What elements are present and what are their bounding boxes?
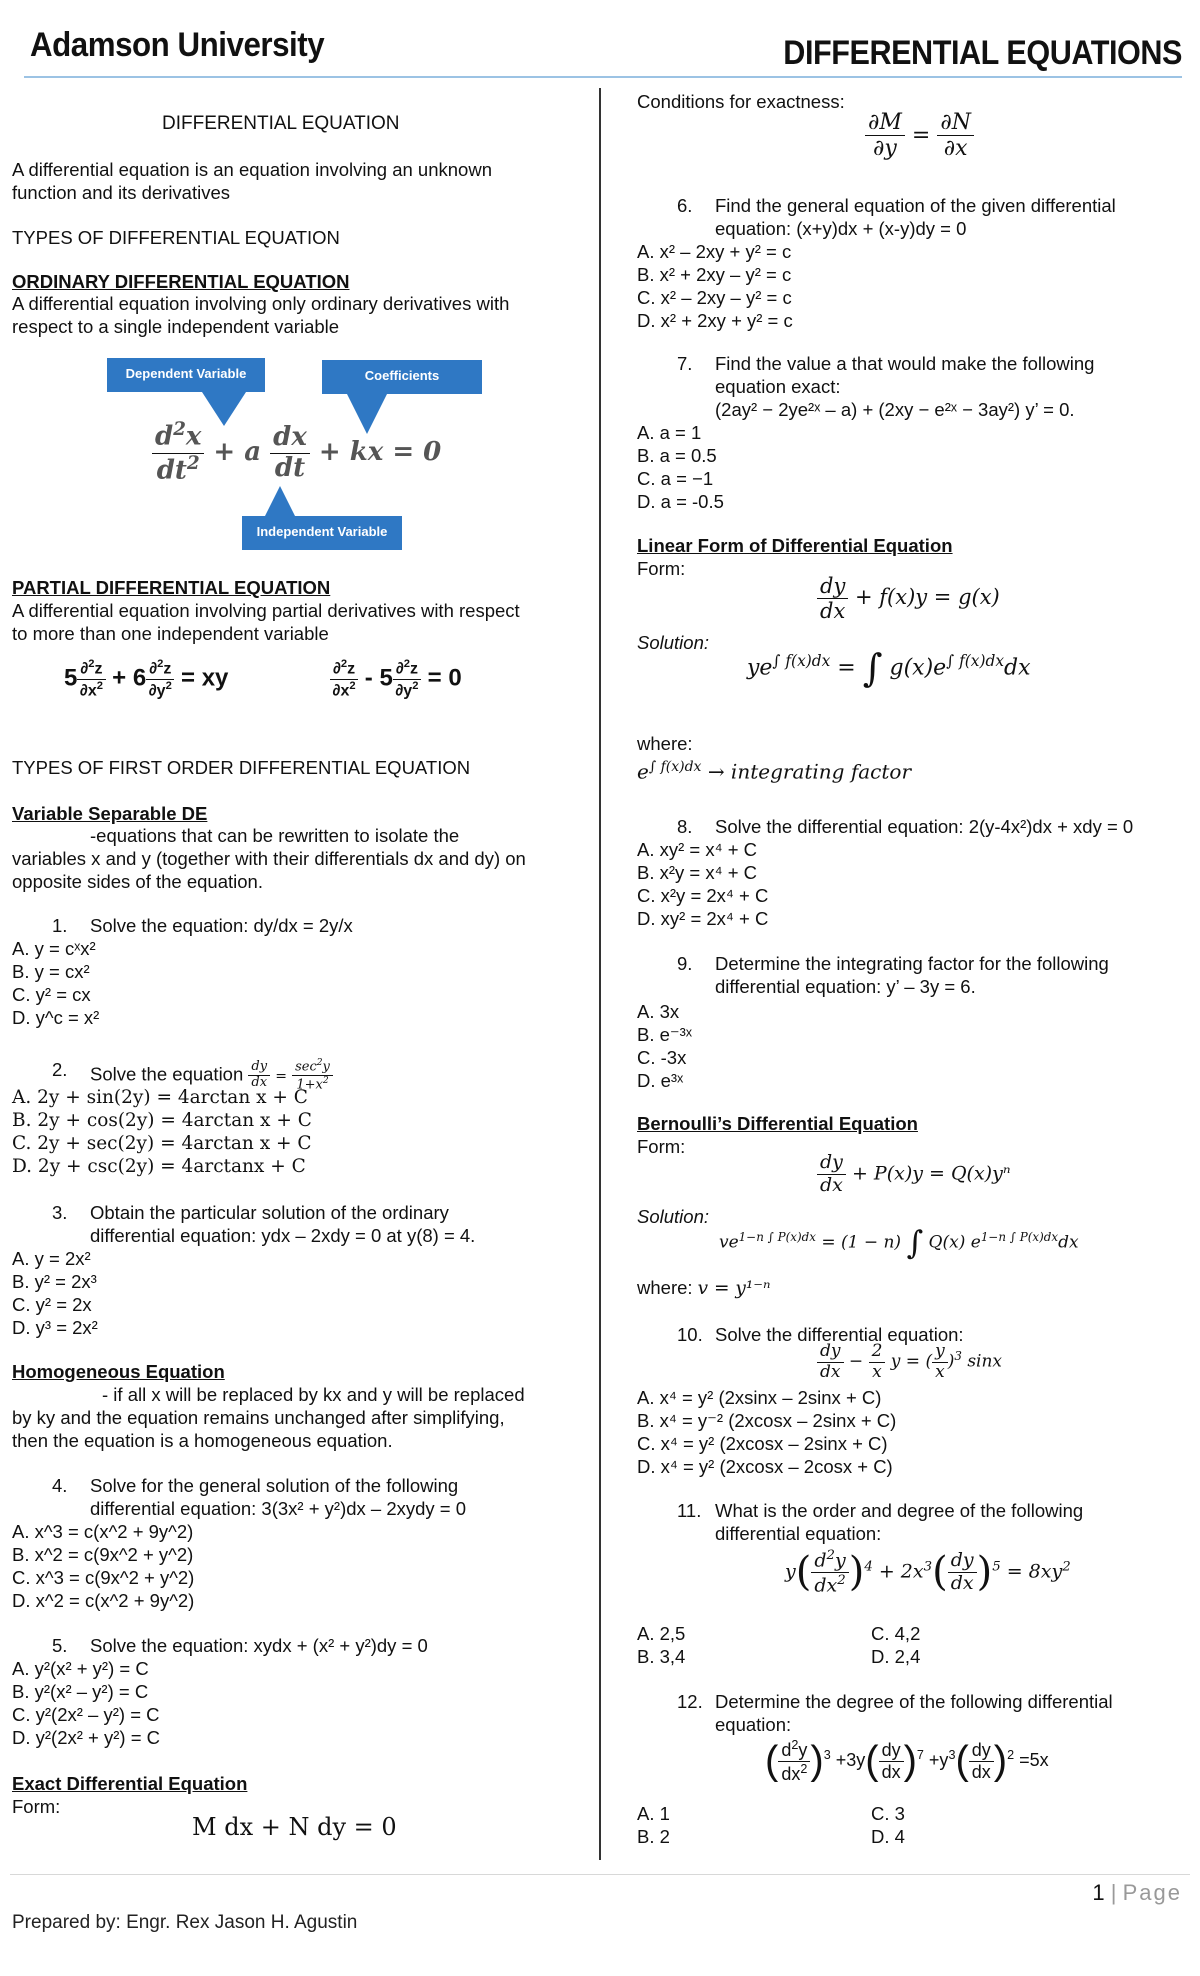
exact-form: M dx + N dy = 0 xyxy=(192,1813,397,1841)
q10-choice-c: C. x⁴ = y² (2xcosx – 2sinx + C) xyxy=(637,1433,888,1454)
q7-number: 7. xyxy=(677,353,693,374)
q4-choice-a: A. x^3 = c(x^2 + 9y^2) xyxy=(12,1521,194,1542)
q11-text-2: differential equation: xyxy=(715,1523,882,1544)
preparer-credit: Prepared by: Engr. Rex Jason H. Agustin xyxy=(12,1912,358,1933)
coefficients-callout: Coefficients xyxy=(322,360,482,394)
q7-choice-d: D. a = -0.5 xyxy=(637,491,724,512)
page-number: 1 | Page xyxy=(1092,1880,1182,1905)
q9-choice-a: A. 3x xyxy=(637,1001,680,1022)
subject-title: DIFFERENTIAL EQUATIONS xyxy=(783,34,1182,72)
callout-pointer xyxy=(264,486,296,518)
q11-number: 11. xyxy=(677,1500,702,1521)
exact-form-label: Form: xyxy=(12,1796,61,1817)
q6-choice-a: A. x² – 2xy + y² = c xyxy=(637,241,792,262)
q1-choice-a: A. y = cˣx² xyxy=(12,938,96,959)
pde-heading: PARTIAL DIFFERENTIAL EQUATION xyxy=(12,577,331,598)
q7-text-2: equation exact: xyxy=(715,376,841,397)
q11-choice-b: B. 3,4 xyxy=(637,1646,686,1667)
pde-equation-1: 5 $\frac{\partial^2z}{\partial x^2}$ + 6 $\frac{\partial^2z}{\partial y^2}$ = xy xyxy=(64,658,229,700)
separable-text-3: opposite sides of the equation. xyxy=(12,871,263,892)
q3-text-1: Obtain the particular solution of the ordinary xyxy=(90,1202,449,1223)
q8-choice-a: A. xy² = x⁴ + C xyxy=(637,839,758,860)
q11-choice-c: C. 4,2 xyxy=(871,1623,921,1644)
bernoulli-solution: $ve^{1-n \int P(x)dx} = (1 - n)$ ∫ Q(x) $e^{1-n \int P(x)dx}dx$ xyxy=(719,1223,1079,1262)
q5-text: Solve the equation: xydx + (x² + y²)dy = 0 xyxy=(90,1635,428,1656)
conditions-label: Conditions for exactness: xyxy=(637,91,845,112)
q3-choice-c: C. y² = 2x xyxy=(12,1294,92,1315)
page-word: Page xyxy=(1122,1880,1182,1905)
bernoulli-heading: Bernoulli’s Differential Equation xyxy=(637,1113,918,1134)
bernoulli-where-label: where: xyxy=(637,1277,693,1298)
linear-form-terms: + f(x)y = g(x) xyxy=(855,585,1000,610)
pde-text-1: A differential equation involving partial derivatives with respect xyxy=(12,600,520,621)
q7-choice-b: B. a = 0.5 xyxy=(637,445,717,466)
ode-heading: ORDINARY DIFFERENTIAL EQUATION xyxy=(12,271,350,292)
bernoulli-where xyxy=(637,1276,771,1300)
university-name: Adamson University xyxy=(30,26,325,64)
q7-choice-a: A. a = 1 xyxy=(637,422,702,443)
homogeneous-text-1: - if all x will be replaced by kx and y will be replaced xyxy=(102,1384,525,1405)
q6-text-1: Find the general equation of the given differential xyxy=(715,195,1116,216)
q5-choice-a: A. y²(x² + y²) = C xyxy=(12,1658,149,1679)
q3-text-2: differential equation: ydx – 2xdy = 0 at y(8) = 4. xyxy=(90,1225,476,1246)
q6-choice-d: D. x² + 2xy + y² = c xyxy=(637,310,793,331)
q11-equation: y( $\frac{d^2y}{dx^2}$ )$^4 + 2x^3$( $\frac{dy}{dx}$ )$^5 = 8xy^2$ xyxy=(785,1548,1071,1597)
q8-choice-d: D. xy² = 2x⁴ + C xyxy=(637,908,769,929)
q10-choice-d: D. x⁴ = y² (2xcosx – 2cosx + C) xyxy=(637,1456,893,1477)
q10-choice-a: A. x⁴ = y² (2xsinx – 2sinx + C) xyxy=(637,1387,882,1408)
integrating-factor-text: → integrating factor xyxy=(707,759,912,784)
bernoulli-form: $\frac{dy}{dx}$ + P(x)y = Q(x)yⁿ xyxy=(817,1152,1011,1197)
independent-variable-callout: Independent Variable xyxy=(242,516,402,550)
q2-choice-c: C. 2y + sec(2y) = 4arctan x + C xyxy=(12,1133,312,1154)
pde-equation-2: $\frac{\partial^2z}{\partial x^2}$ - 5 $\frac{\partial^2z}{\partial y^2}$ = 0 xyxy=(330,658,462,700)
q6-number: 6. xyxy=(677,195,693,216)
ode-text-2: respect to a single independent variable xyxy=(12,316,340,337)
footer-rule xyxy=(10,1874,1190,1875)
q12-choice-a: A. 1 xyxy=(637,1803,670,1824)
q3-choice-b: B. y² = 2x³ xyxy=(12,1271,97,1292)
q3-number: 3. xyxy=(52,1202,68,1223)
q7-text-1: Find the value a that would make the following xyxy=(715,353,1095,374)
q5-number: 5. xyxy=(52,1635,68,1656)
pde-equation-1-rhs: = xy xyxy=(181,664,229,692)
q12-number: 12. xyxy=(677,1691,703,1712)
q1-text: Solve the equation: dy/dx = 2y/x xyxy=(90,915,353,936)
q7-text-3: (2ay² − 2ye²ˣ – a) + (2xy − e²ˣ − 3ay²) y’ = 0. xyxy=(715,399,1075,420)
homogeneous-heading: Homogeneous Equation xyxy=(12,1361,225,1382)
page-number-value: 1 xyxy=(1092,1880,1105,1905)
q11-choice-d: D. 2,4 xyxy=(871,1646,921,1667)
q5-choice-d: D. y²(2x² + y²) = C xyxy=(12,1727,161,1748)
linear-where-label: where: xyxy=(637,733,693,754)
linear-solution-label: Solution: xyxy=(637,632,709,653)
dependent-variable-callout: Dependent Variable xyxy=(107,358,265,392)
column-divider xyxy=(599,88,601,1860)
q8-choice-c: C. x²y = 2x⁴ + C xyxy=(637,885,769,906)
ode-equation: $\frac{d^2x}{dt^2}$ + a $\frac{dx}{dt}$ + kx = 0 xyxy=(152,420,441,486)
exact-heading: Exact Differential Equation xyxy=(12,1773,248,1794)
pde-equation-2-rhs: = 0 xyxy=(427,664,462,692)
main-heading: DIFFERENTIAL EQUATION xyxy=(162,113,400,134)
q11-choice-a: A. 2,5 xyxy=(637,1623,686,1644)
q1-choice-c: C. y² = cx xyxy=(12,984,91,1005)
q9-text-1: Determine the integrating factor for the following xyxy=(715,953,1109,974)
q4-choice-c: C. x^3 = c(9x^2 + y^2) xyxy=(12,1567,195,1588)
linear-form-label: Form: xyxy=(637,558,686,579)
bernoulli-form-label: Form: xyxy=(637,1136,686,1157)
linear-heading: Linear Form of Differential Equation xyxy=(637,535,953,556)
q1-choice-d: D. y^c = x² xyxy=(12,1007,100,1028)
q2-text-label: Solve the equation xyxy=(90,1063,244,1085)
separable-heading: Variable Separable DE xyxy=(12,803,208,824)
q2-text: Solve the equation $\frac{dy}{dx}$ = $\frac{\sec^2y}{1+x^2}$ xyxy=(90,1058,333,1094)
ode-diagram xyxy=(92,358,512,558)
q9-choice-b: B. e⁻³ˣ xyxy=(637,1024,692,1045)
q12-choice-b: B. 2 xyxy=(637,1826,670,1847)
q6-text-2: equation: (x+y)dx + (x-y)dy = 0 xyxy=(715,218,967,239)
q9-number: 9. xyxy=(677,953,693,974)
q10-equation: $\frac{dy}{dx}$ − $\frac{2}{x}$ y = ( $\frac{y}{x}$ )$^3$ sinx xyxy=(817,1342,1002,1382)
bernoulli-solution-label: Solution: xyxy=(637,1206,709,1227)
q3-choice-d: D. y³ = 2x² xyxy=(12,1317,98,1338)
q2-number: 2. xyxy=(52,1059,68,1080)
q4-text-1: Solve for the general solution of the following xyxy=(90,1475,459,1496)
linear-solution: $ye^{\int f(x)dx}$ = ∫ $g(x)e^{\int f(x)dx}dx$ xyxy=(747,645,1031,690)
q4-choice-b: B. x^2 = c(9x^2 + y^2) xyxy=(12,1544,194,1565)
q2-choice-a: A. 2y + sin(2y) = 4arctan x + C xyxy=(12,1087,308,1108)
q12-text-1: Determine the degree of the following differential xyxy=(715,1691,1113,1712)
q2-choice-d: D. 2y + csc(2y) = 4arctanx + C xyxy=(12,1156,306,1177)
q8-text: Solve the differential equation: 2(y-4x²)dx + xdy = 0 xyxy=(715,816,1134,837)
separable-text-2: variables x and y (together with their differentials dx and dy) on xyxy=(12,848,526,869)
q9-choice-c: C. -3x xyxy=(637,1047,687,1068)
q1-choice-b: B. y = cx² xyxy=(12,961,90,982)
q12-equation: ( $\frac{d^2y}{dx^2}$ )$^3$ +3y( $\frac{dy}{dx}$ )$^7 +y^3$( $\frac{dy}{dx}$ )$^2$ =5x xyxy=(765,1738,1049,1784)
homogeneous-text-2: by ky and the equation remains unchanged after simplifying, xyxy=(12,1407,505,1428)
q7-choice-c: C. a = −1 xyxy=(637,468,714,489)
exactness-condition: $\frac{\partial M}{\partial y}$ = $\frac{\partial N}{\partial x}$ xyxy=(865,110,974,162)
q9-choice-d: D. e³ˣ xyxy=(637,1070,684,1091)
homogeneous-text-3: then the equation is a homogeneous equation. xyxy=(12,1430,393,1451)
bernoulli-where-expr: v = y¹⁻ⁿ xyxy=(697,1278,771,1299)
q6-choice-b: B. x² + 2xy – y² = c xyxy=(637,264,792,285)
q6-choice-c: C. x² – 2xy – y² = c xyxy=(637,287,792,308)
q8-choice-b: B. x²y = x⁴ + C xyxy=(637,862,758,883)
q9-text-2: differential equation: y’ – 3y = 6. xyxy=(715,976,976,997)
definition-line-1: A differential equation is an equation involving an unknown xyxy=(12,159,492,180)
q11-text-1: What is the order and degree of the following xyxy=(715,1500,1084,1521)
q4-choice-d: D. x^2 = c(x^2 + 9y^2) xyxy=(12,1590,195,1611)
q12-choice-c: C. 3 xyxy=(871,1803,905,1824)
first-order-heading: TYPES OF FIRST ORDER DIFFERENTIAL EQUATION xyxy=(12,757,471,778)
q3-choice-a: A. y = 2x² xyxy=(12,1248,91,1269)
q5-choice-b: B. y²(x² – y²) = C xyxy=(12,1681,149,1702)
header-rule xyxy=(24,76,1182,78)
q10-number: 10. xyxy=(677,1324,703,1345)
ode-text-1: A differential equation involving only ordinary derivatives with xyxy=(12,293,510,314)
q8-number: 8. xyxy=(677,816,693,837)
q1-number: 1. xyxy=(52,915,68,936)
definition-line-2: function and its derivatives xyxy=(12,182,231,203)
q10-choice-b: B. x⁴ = y⁻² (2xcosx – 2sinx + C) xyxy=(637,1410,897,1431)
bernoulli-form-terms: + P(x)y = Q(x)yⁿ xyxy=(851,1162,1011,1185)
q12-text-2: equation: xyxy=(715,1714,792,1735)
q12-choice-d: D. 4 xyxy=(871,1826,905,1847)
pde-text-2: to more than one independent variable xyxy=(12,623,329,644)
q4-text-2: differential equation: 3(3x² + y²)dx – 2xydy = 0 xyxy=(90,1498,467,1519)
linear-form: $\frac{dy}{dx}$ + f(x)y = g(x) xyxy=(817,574,1000,623)
types-heading: TYPES OF DIFFERENTIAL EQUATION xyxy=(12,227,340,248)
q10-text: Solve the differential equation: xyxy=(715,1324,964,1345)
q4-number: 4. xyxy=(52,1475,68,1496)
separable-text-1: -equations that can be rewritten to isolate the xyxy=(90,825,460,846)
q5-choice-c: C. y²(2x² – y²) = C xyxy=(12,1704,160,1725)
q2-choice-b: B. 2y + cos(2y) = 4arctan x + C xyxy=(12,1110,312,1131)
integrating-factor-definition: $e^{\int f(x)dx}$ → integrating factor xyxy=(637,759,912,784)
